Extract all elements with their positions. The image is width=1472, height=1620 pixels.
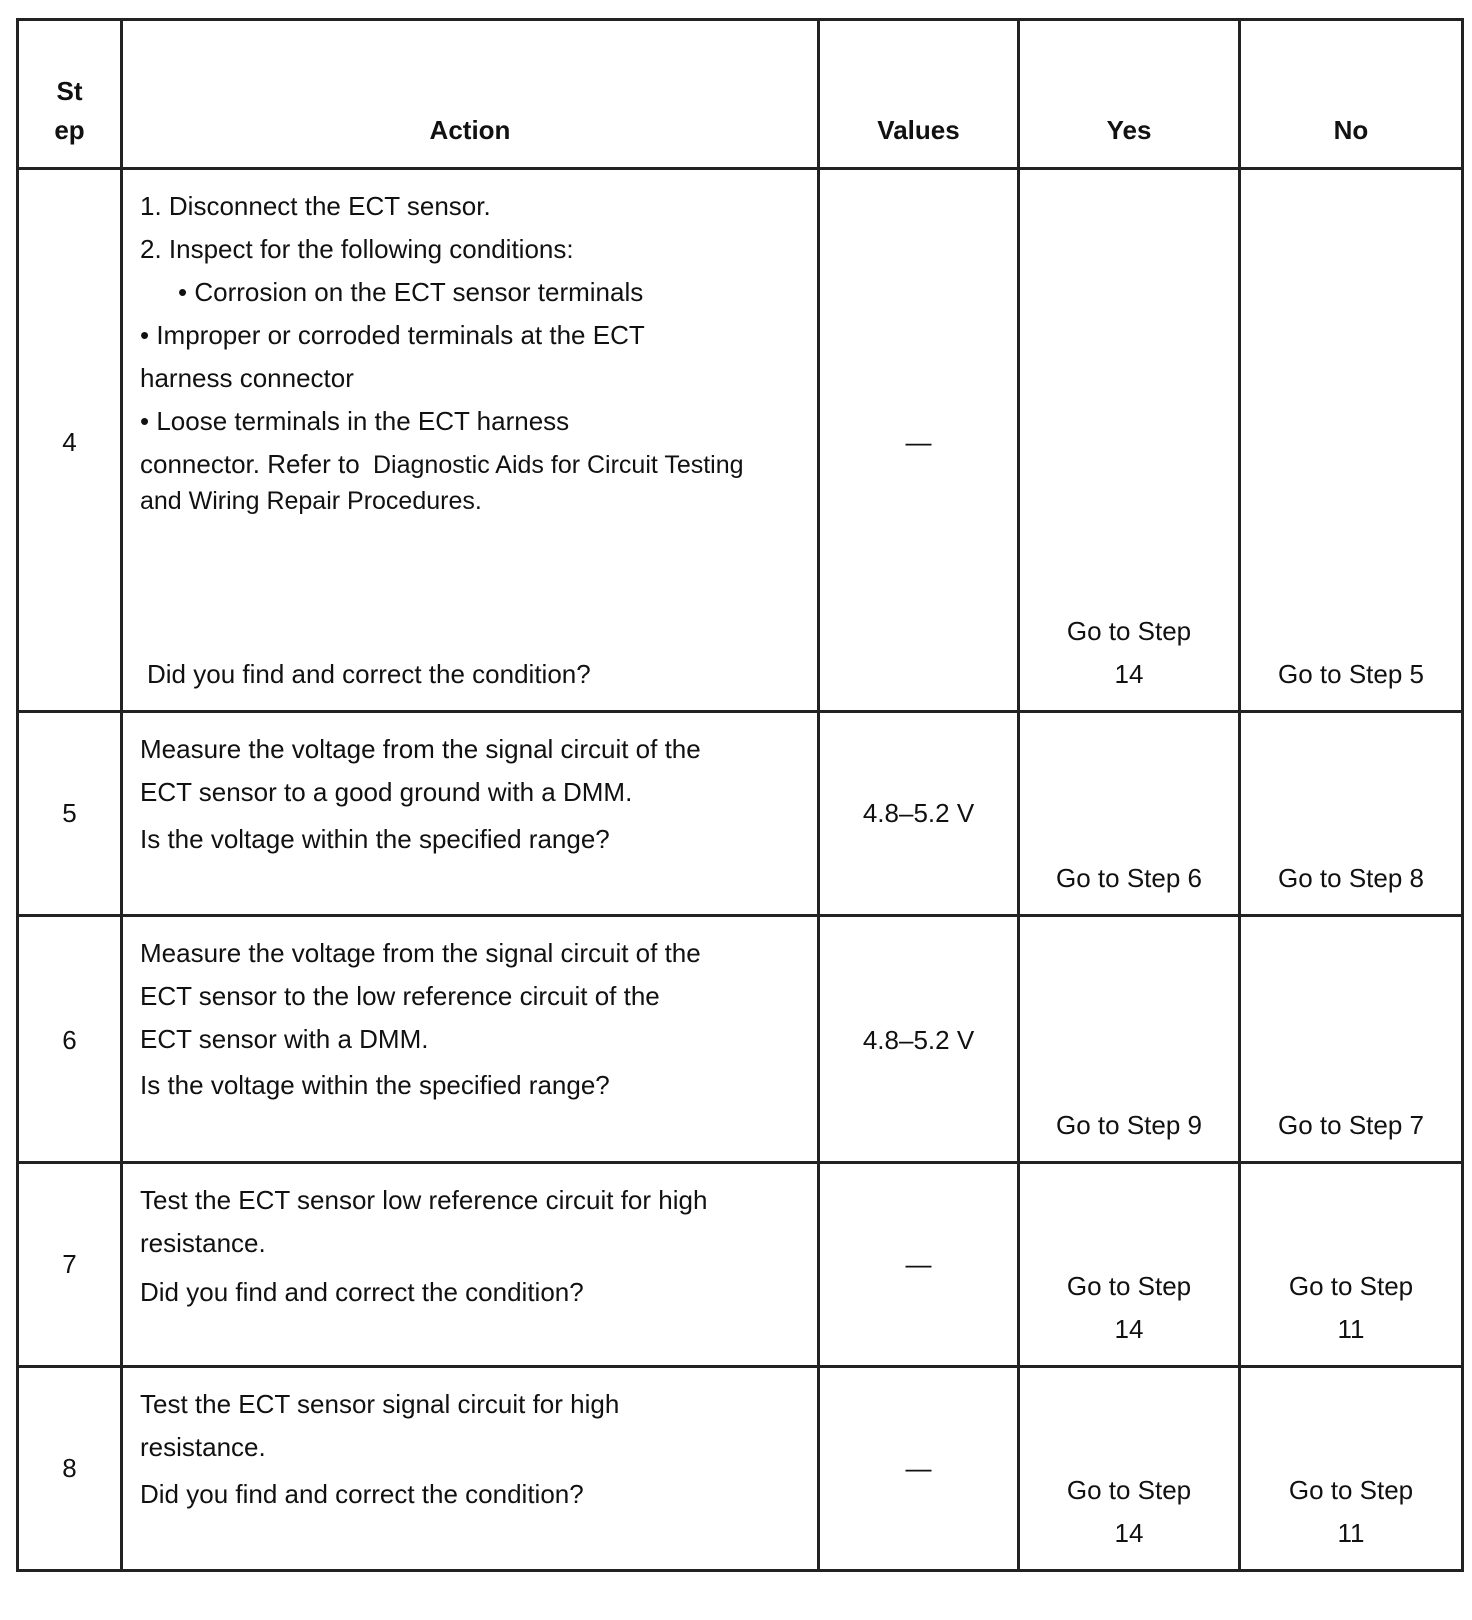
- action-cell: [120, 170, 817, 710]
- action-line: harness connector: [140, 363, 354, 393]
- header-yes: Yes: [1106, 115, 1152, 145]
- header-values: Values: [877, 115, 960, 145]
- action-cell: [120, 1164, 817, 1365]
- yes-cell: [1017, 1368, 1238, 1569]
- yes-text: 14: [1114, 659, 1144, 689]
- action-line: Measure the voltage from the signal circuit of the: [140, 734, 701, 764]
- question-text: Did you find and correct the condition?: [140, 1479, 584, 1509]
- action-cell: [120, 917, 817, 1161]
- yes-text: Go to Step: [1066, 616, 1192, 646]
- no-text: Go to Step 5: [1278, 659, 1424, 689]
- yes-cell: [1017, 917, 1238, 1161]
- table-row: [16, 1368, 1464, 1572]
- question-text: Did you find and correct the condition?: [147, 659, 591, 689]
- action-line: Measure the voltage from the signal circuit of the: [140, 938, 701, 968]
- diagnostic-table: [16, 18, 1464, 1572]
- yes-text: Go to Step: [1066, 1475, 1192, 1505]
- values-cell: [817, 917, 1017, 1161]
- step-number: 5: [62, 798, 77, 828]
- no-cell: [1238, 1368, 1464, 1569]
- action-line: • Corrosion on the ECT sensor terminals: [178, 277, 644, 307]
- header-no: No: [1333, 115, 1369, 145]
- value-text: 4.8–5.2 V: [862, 1025, 975, 1055]
- no-text: 11: [1337, 1518, 1365, 1548]
- no-cell: [1238, 170, 1464, 710]
- yes-cell: [1017, 713, 1238, 914]
- table-row: [16, 170, 1464, 713]
- table-row: [16, 713, 1464, 917]
- action-cell: [120, 1368, 817, 1569]
- action-line: ECT sensor to the low reference circuit of the: [140, 981, 660, 1011]
- value-text: —: [905, 427, 932, 457]
- no-text: 11: [1337, 1314, 1365, 1344]
- action-line: • Improper or corroded terminals at the ECT: [140, 320, 645, 350]
- no-cell: [1238, 713, 1464, 914]
- yes-text: 14: [1114, 1314, 1144, 1344]
- action-line: connector. Refer to: [140, 449, 360, 479]
- step-cell: [16, 170, 120, 710]
- values-cell: [817, 713, 1017, 914]
- yes-text: 14: [1114, 1518, 1144, 1548]
- action-line: Test the ECT sensor low reference circuit for high: [140, 1185, 708, 1215]
- no-cell: [1238, 917, 1464, 1161]
- action-line: resistance.: [140, 1432, 266, 1462]
- header-values-cell: [817, 21, 1017, 167]
- header-step-cell: [16, 21, 120, 167]
- question-text: Did you find and correct the condition?: [140, 1277, 584, 1307]
- header-step-line1: St: [56, 76, 83, 106]
- action-line: 2. Inspect for the following conditions:: [140, 234, 574, 264]
- values-cell: [817, 1164, 1017, 1365]
- value-text: —: [905, 1453, 932, 1483]
- table-row: [16, 917, 1464, 1164]
- value-text: 4.8–5.2 V: [862, 798, 975, 828]
- step-cell: [16, 1164, 120, 1365]
- yes-text: Go to Step: [1066, 1271, 1192, 1301]
- step-cell: [16, 713, 120, 914]
- header-action: Action: [429, 115, 511, 145]
- header-no-cell: [1238, 21, 1464, 167]
- values-cell: [817, 1368, 1017, 1569]
- step-number: 8: [62, 1453, 77, 1483]
- question-text: Is the voltage within the specified range?: [140, 1070, 610, 1100]
- action-cell: [120, 713, 817, 914]
- yes-text: Go to Step 6: [1056, 863, 1202, 893]
- header-step-line2: ep: [54, 115, 85, 145]
- action-line: ECT sensor with a DMM.: [140, 1024, 429, 1054]
- action-line: Test the ECT sensor signal circuit for high: [140, 1389, 620, 1419]
- header-yes-cell: [1017, 21, 1238, 167]
- action-line: • Loose terminals in the ECT harness: [140, 406, 570, 436]
- reference-link: Diagnostic Aids for Circuit Testing: [373, 451, 744, 479]
- step-number: 4: [62, 427, 77, 457]
- step-number: 7: [62, 1249, 77, 1279]
- header-action-cell: [120, 21, 817, 167]
- value-text: —: [905, 1249, 932, 1279]
- step-number: 6: [62, 1025, 77, 1055]
- step-cell: [16, 917, 120, 1161]
- yes-cell: [1017, 170, 1238, 710]
- yes-cell: [1017, 1164, 1238, 1365]
- values-cell: [817, 170, 1017, 710]
- action-line: ECT sensor to a good ground with a DMM.: [140, 777, 633, 807]
- reference-link: and Wiring Repair Procedures.: [140, 487, 482, 515]
- table-row: [16, 1164, 1464, 1368]
- action-line: 1. Disconnect the ECT sensor.: [140, 191, 491, 221]
- question-text: Is the voltage within the specified range?: [140, 824, 610, 854]
- no-text: Go to Step: [1288, 1475, 1414, 1505]
- yes-text: Go to Step 9: [1056, 1110, 1202, 1140]
- no-text: Go to Step 7: [1278, 1110, 1424, 1140]
- no-cell: [1238, 1164, 1464, 1365]
- no-text: Go to Step 8: [1278, 863, 1424, 893]
- action-line: resistance.: [140, 1228, 266, 1258]
- step-cell: [16, 1368, 120, 1569]
- no-text: Go to Step: [1288, 1271, 1414, 1301]
- table-header-row: [16, 18, 1464, 170]
